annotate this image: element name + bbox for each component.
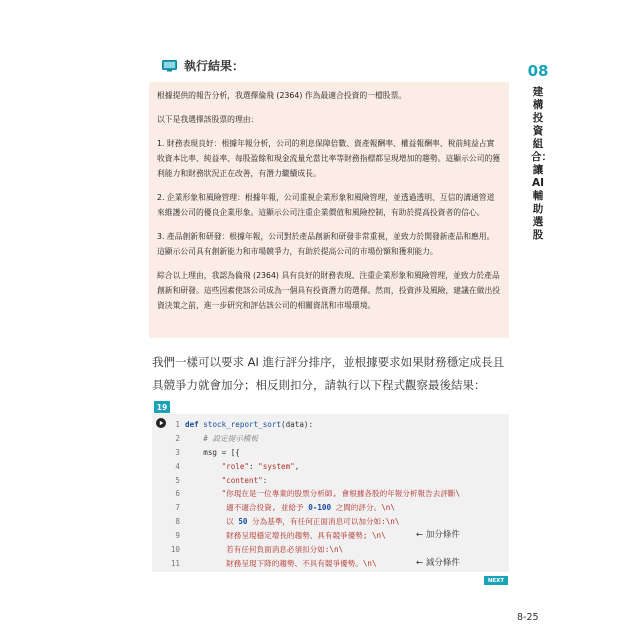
line-number: 7 bbox=[175, 503, 180, 513]
code-line bbox=[152, 543, 509, 557]
code-token: 財務呈現下降的趨勢、不具有競爭優勢。\n\ bbox=[185, 558, 377, 568]
result-heading bbox=[162, 57, 244, 74]
result-label: 執行結果： bbox=[184, 59, 245, 73]
result-paragraph: 綜合以上理由，我認為倫飛 (2364) 具有良好的財務表現、注重企業形象和風險管理，並致力於產品創新和研發。這些因素使該公司成為一個具有投資潛力的選擇。然而，投資涉及風險，建議在做出投資決策之前，進一步研究和評估該公司的相關資訊和市場環境。 bbox=[157, 271, 501, 310]
code-token: "role" bbox=[221, 461, 250, 471]
code-text bbox=[185, 460, 299, 474]
code-token: "你現在是一位專業的股票分析師, 會根據各股的年報分析報告去評斷\ bbox=[185, 489, 461, 499]
code-text bbox=[185, 487, 460, 501]
code-text bbox=[185, 515, 399, 529]
code-block bbox=[152, 414, 509, 572]
line-number: 4 bbox=[175, 461, 180, 471]
code-token: 適不適合投資, 並給予 bbox=[185, 503, 309, 513]
code-line bbox=[152, 557, 509, 571]
line-number: 2 bbox=[175, 433, 180, 443]
line-number: 8 bbox=[175, 517, 180, 527]
code-token: : bbox=[262, 475, 268, 485]
line-number: 10 bbox=[170, 545, 180, 555]
code-annotation: ← 加分條件 bbox=[416, 530, 460, 541]
code-text bbox=[185, 501, 395, 515]
monitor-icon bbox=[162, 60, 177, 72]
code-text bbox=[185, 418, 313, 432]
code-text bbox=[185, 557, 377, 571]
code-token bbox=[185, 476, 222, 485]
line-number: 11 bbox=[170, 558, 180, 568]
code-line bbox=[152, 487, 509, 501]
line-number: 6 bbox=[175, 489, 180, 499]
body-paragraph: 我們一樣可以要求 AI 進行評分排序，並根據要求如果財務穩定成長且具競爭力就會加分；相反則扣分，請執行以下程式觀察最後結果： bbox=[152, 355, 505, 392]
code-token bbox=[185, 462, 222, 471]
chapter-title: 建構投資組合：讓AI輔助選股 bbox=[531, 86, 552, 241]
result-paragraph: 以下是我選擇該股票的理由： bbox=[157, 115, 259, 124]
code-token: "system" bbox=[258, 461, 295, 471]
code-text bbox=[185, 543, 343, 557]
code-line bbox=[152, 515, 509, 529]
code-token: "content" bbox=[221, 475, 263, 485]
result-paragraph: 1. 財務表現良好：根據年報分析，公司的利息保障倍數、資產報酬率、權益報酬率、稅前純益占實收資本比率、純益率、每股盈餘和現金流量允當比率等財務指標都呈現增加的趨勢。這顯示公司的獲利能力和財務狀況正在改善，有潛力繼續成長。 bbox=[157, 139, 501, 178]
code-text bbox=[185, 529, 386, 543]
code-token: msg = [{ bbox=[185, 447, 240, 457]
code-token: 財務呈現穩定增長的趨勢、具有競爭優勢; \n\ bbox=[185, 531, 386, 541]
code-line bbox=[152, 474, 509, 488]
chapter-number: 08 bbox=[527, 62, 549, 80]
code-token: 以 bbox=[185, 517, 239, 527]
line-number: 5 bbox=[175, 475, 180, 485]
next-badge: NEXT bbox=[484, 576, 508, 585]
result-paragraph: 根據提供的報告分析，我選擇倫飛 (2364) 作為最適合投資的一檔股票。 bbox=[157, 91, 407, 100]
code-line bbox=[152, 529, 509, 543]
code-text bbox=[185, 474, 267, 488]
code-line bbox=[152, 446, 509, 460]
code-lines bbox=[152, 418, 509, 571]
code-token: 若有任何負面消息必須扣分如:\n\ bbox=[185, 545, 344, 555]
code-token: : bbox=[249, 461, 259, 471]
result-paragraph: 2. 企業形象和風險管理：根據年報，公司重視企業形象和風險管理，並透過透明、互信的溝通管道來維護公司的優良企業形象。這顯示公司注重企業價值和風險控制，有助於提高投資者的信心。 bbox=[157, 193, 495, 217]
code-token: 之間的評分。\n\ bbox=[331, 503, 395, 513]
code-line bbox=[152, 432, 509, 446]
code-token: , bbox=[294, 461, 300, 471]
code-token: 0-100 bbox=[308, 503, 332, 513]
code-token: (data): bbox=[281, 420, 314, 429]
line-number: 1 bbox=[175, 420, 180, 429]
code-cell-number: 19 bbox=[154, 401, 170, 413]
code-token: # 設定提示模板 bbox=[185, 433, 258, 443]
page-number: 8-25 bbox=[517, 612, 539, 623]
code-line bbox=[152, 501, 509, 515]
line-number: 9 bbox=[175, 531, 180, 541]
code-text bbox=[185, 432, 258, 446]
code-token: stock_report_sort bbox=[203, 420, 282, 429]
code-line bbox=[152, 418, 509, 432]
code-token: 分為基準，有任何正面消息可以加分如:\n\ bbox=[247, 517, 400, 527]
code-line bbox=[152, 460, 509, 474]
code-token: 50 bbox=[238, 517, 248, 527]
code-annotation: ← 減分條件 bbox=[416, 557, 460, 568]
code-text bbox=[185, 446, 240, 460]
line-number: 3 bbox=[175, 447, 180, 457]
code-token: def bbox=[185, 420, 204, 429]
result-output-box bbox=[149, 82, 509, 338]
result-paragraph: 3. 產品創新和研發：根據年報，公司對於產品創新和研發非常重視，並致力於開發新產品和應用。這顯示公司具有創新能力和市場競爭力，有助於提高公司的市場份額和獲利能力。 bbox=[157, 232, 495, 256]
